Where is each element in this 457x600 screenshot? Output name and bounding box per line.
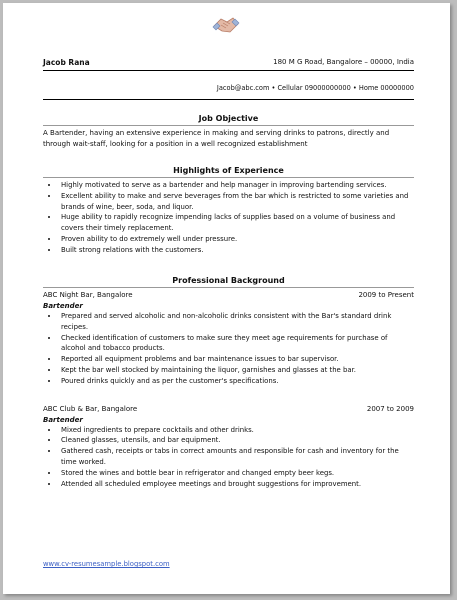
list-item: • Reported all equipment problems and bar maintenance issues to bar supervisor. (59, 354, 414, 365)
job-dates: 2009 to Present (358, 291, 414, 299)
list-item: • Cleaned glasses, utensils, and bar equipment. (59, 435, 414, 446)
job-entry (43, 404, 414, 490)
objective-title: Job Objective (43, 113, 414, 126)
job-employer: ABC Night Bar, Bangalore (43, 291, 133, 299)
list-item: • Gathered cash, receipts or tabs in correct amounts and responsible for cash and inventory for the time worked. (59, 446, 414, 468)
list-item: • Built strong relations with the customers. (59, 245, 414, 256)
list-item: • Huge ability to rapidly recognize impending lacks of supplies based on a volume of business and covers their timely replacement. (59, 212, 414, 234)
job-duties-list (43, 425, 414, 490)
job-role: Bartender (43, 302, 83, 310)
list-item: • Attended all scheduled employee meetings and brought suggestions for improvement. (59, 479, 414, 490)
contact-divider (43, 99, 414, 100)
objective-text: A Bartender, having an extensive experience in making and serving drinks to patrons, directly and through wait-staff, looking for a position in a well recognized establishment (43, 129, 390, 148)
list-item: • Highly motivated to serve as a bartender and help manager in improving bartending services. (59, 180, 414, 191)
job-entry (43, 290, 414, 387)
list-item: • Poured drinks quickly and as per the customer's specifications. (59, 376, 414, 387)
candidate-name: Jacob Rana (43, 58, 90, 67)
header-divider (43, 70, 414, 71)
list-item: • Prepared and served alcoholic and non-alcoholic drinks consistent with the Bar's standard drink recipes. (59, 311, 414, 333)
objective-section (43, 113, 414, 150)
resume-page (3, 3, 450, 594)
job-duties-list (43, 311, 414, 387)
job-employer: ABC Club & Bar, Bangalore (43, 404, 138, 413)
highlights-list (43, 180, 414, 256)
background-title: Professional Background (43, 275, 414, 288)
job-dates: 2007 to 2009 (366, 404, 414, 413)
job-role: Bartender (43, 415, 83, 424)
candidate-contact: Jacob@abc.com • Cellular 09000000000 • Home 00000000 (216, 84, 414, 92)
list-item: • Kept the bar well stocked by maintaining the liquor, garnishes and glasses at the bar. (59, 365, 414, 376)
candidate-address: 180 M G Road, Bangalore – 00000, India (273, 58, 414, 66)
list-item: • Proven ability to do extremely well under pressure. (59, 234, 414, 245)
background-section (43, 275, 414, 489)
list-item: • Mixed ingredients to prepare cocktails and other drinks. (59, 425, 414, 436)
highlights-title: Highlights of Experience (43, 165, 414, 178)
highlights-section (43, 165, 414, 256)
handshake-icon (212, 14, 240, 36)
list-item: • Checked identification of customers to make sure they meet age requirements for purchase of alcohol and tobacco products. (59, 333, 414, 355)
footer-link[interactable]: www.cv-resumesample.blogspot.com (43, 560, 170, 568)
list-item: • Stored the wines and bottle bear in refrigerator and changed empty beer kegs. (59, 468, 414, 479)
list-item: • Excellent ability to make and serve beverages from the bar which is restricted to some varieties and brands of wine, beer, soda, and liquor. (59, 191, 414, 213)
